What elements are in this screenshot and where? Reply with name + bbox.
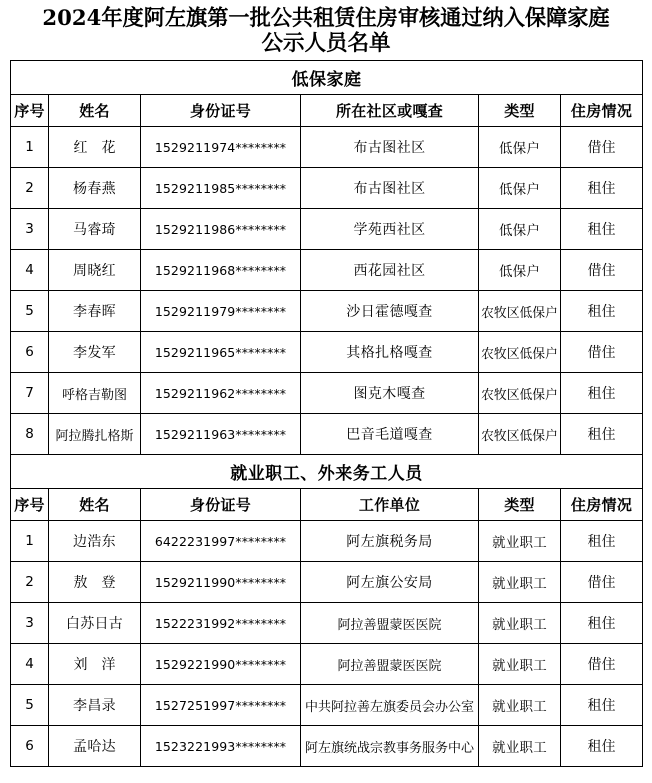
page-title (10, 0, 642, 60)
cell-id-number: 1529221990******** (141, 644, 301, 685)
column-header-housing: 住房情况 (561, 489, 643, 521)
column-header-place: 所在社区或嘎查 (301, 95, 479, 127)
cell-type: 就业职工 (479, 603, 561, 644)
cell-place: 巴音毛道嘎查 (301, 414, 479, 455)
cell-housing: 借住 (561, 332, 643, 373)
cell-place: 阿左旗税务局 (301, 521, 479, 562)
column-header-id-number: 身份证号 (141, 95, 301, 127)
cell-index: 3 (11, 209, 49, 250)
cell-type: 就业职工 (479, 644, 561, 685)
column-header-type: 类型 (479, 489, 561, 521)
cell-name: 周晓红 (49, 250, 141, 291)
table-row (11, 562, 643, 603)
table-row (11, 726, 643, 767)
cell-index: 4 (11, 644, 49, 685)
cell-id-number: 1529211986******** (141, 209, 301, 250)
cell-housing: 租住 (561, 521, 643, 562)
cell-housing: 借住 (561, 644, 643, 685)
cell-id-number: 1522231992******** (141, 603, 301, 644)
cell-housing: 租住 (561, 168, 643, 209)
table-row (11, 373, 643, 414)
cell-type: 就业职工 (479, 726, 561, 767)
cell-name: 李春晖 (49, 291, 141, 332)
cell-place: 阿拉善盟蒙医医院 (301, 603, 479, 644)
column-header-name: 姓名 (49, 489, 141, 521)
cell-housing: 租住 (561, 291, 643, 332)
cell-housing: 借住 (561, 250, 643, 291)
table-row (11, 603, 643, 644)
cell-id-number: 1529211990******** (141, 562, 301, 603)
cell-housing: 借住 (561, 562, 643, 603)
cell-type: 农牧区低保户 (479, 332, 561, 373)
cell-place: 阿左旗统战宗教事务服务中心 (301, 726, 479, 767)
cell-name: 红 花 (49, 127, 141, 168)
cell-id-number: 1529211965******** (141, 332, 301, 373)
cell-type: 就业职工 (479, 521, 561, 562)
cell-index: 2 (11, 562, 49, 603)
cell-housing: 借住 (561, 127, 643, 168)
cell-name: 阿拉腾扎格斯 (49, 414, 141, 455)
column-header-type: 类型 (479, 95, 561, 127)
cell-housing: 租住 (561, 603, 643, 644)
cell-index: 3 (11, 603, 49, 644)
section-banner-row (11, 61, 643, 95)
cell-id-number: 1529211963******** (141, 414, 301, 455)
section-banner-1: 低保家庭 (11, 61, 643, 95)
column-header-row (11, 489, 643, 521)
cell-name: 李发军 (49, 332, 141, 373)
cell-place: 阿拉善盟蒙医医院 (301, 644, 479, 685)
cell-place: 沙日霍德嘎查 (301, 291, 479, 332)
cell-index: 5 (11, 685, 49, 726)
cell-name: 白苏日古 (49, 603, 141, 644)
cell-name: 马睿琦 (49, 209, 141, 250)
cell-type: 低保户 (479, 250, 561, 291)
cell-type: 农牧区低保户 (479, 291, 561, 332)
column-header-housing: 住房情况 (561, 95, 643, 127)
cell-housing: 租住 (561, 726, 643, 767)
cell-place: 学苑西社区 (301, 209, 479, 250)
cell-place: 阿左旗公安局 (301, 562, 479, 603)
cell-name: 孟哈达 (49, 726, 141, 767)
cell-housing: 租住 (561, 414, 643, 455)
cell-index: 8 (11, 414, 49, 455)
page-title-line-2: 公示人员名单 (261, 31, 391, 56)
cell-index: 4 (11, 250, 49, 291)
roster-table (10, 60, 643, 767)
table-row (11, 168, 643, 209)
cell-name: 刘 洋 (49, 644, 141, 685)
table-row (11, 291, 643, 332)
cell-name: 李昌录 (49, 685, 141, 726)
cell-id-number: 1529211968******** (141, 250, 301, 291)
cell-index: 6 (11, 332, 49, 373)
table-row (11, 127, 643, 168)
column-header-id-number: 身份证号 (141, 489, 301, 521)
table-row (11, 521, 643, 562)
cell-place: 西花园社区 (301, 250, 479, 291)
column-header-place: 工作单位 (301, 489, 479, 521)
cell-name: 呼格吉勒图 (49, 373, 141, 414)
cell-housing: 租住 (561, 685, 643, 726)
cell-type: 低保户 (479, 127, 561, 168)
cell-place: 其格扎格嘎查 (301, 332, 479, 373)
cell-type: 低保户 (479, 209, 561, 250)
cell-id-number: 1529211962******** (141, 373, 301, 414)
section-banner-2: 就业职工、外来务工人员 (11, 455, 643, 489)
table-row (11, 685, 643, 726)
section-banner-row (11, 455, 643, 489)
table-row (11, 332, 643, 373)
cell-index: 1 (11, 127, 49, 168)
cell-index: 2 (11, 168, 49, 209)
column-header-index: 序号 (11, 95, 49, 127)
cell-id-number: 1529211979******** (141, 291, 301, 332)
cell-index: 7 (11, 373, 49, 414)
cell-id-number: 6422231997******** (141, 521, 301, 562)
column-header-name: 姓名 (49, 95, 141, 127)
page-title-line-1: 2024年度阿左旗第一批公共租赁住房审核通过纳入保障家庭 (42, 6, 610, 31)
column-header-index: 序号 (11, 489, 49, 521)
cell-type: 就业职工 (479, 562, 561, 603)
cell-housing: 租住 (561, 209, 643, 250)
cell-housing: 租住 (561, 373, 643, 414)
table-row (11, 414, 643, 455)
cell-index: 5 (11, 291, 49, 332)
cell-id-number: 1529211974******** (141, 127, 301, 168)
cell-name: 边浩东 (49, 521, 141, 562)
cell-place: 布古图社区 (301, 168, 479, 209)
cell-type: 农牧区低保户 (479, 373, 561, 414)
cell-name: 敖 登 (49, 562, 141, 603)
cell-type: 低保户 (479, 168, 561, 209)
cell-id-number: 1523221993******** (141, 726, 301, 767)
column-header-row (11, 95, 643, 127)
cell-id-number: 1529211985******** (141, 168, 301, 209)
table-row (11, 644, 643, 685)
cell-type: 农牧区低保户 (479, 414, 561, 455)
cell-index: 1 (11, 521, 49, 562)
cell-type: 就业职工 (479, 685, 561, 726)
cell-index: 6 (11, 726, 49, 767)
cell-name: 杨春燕 (49, 168, 141, 209)
table-row (11, 250, 643, 291)
table-row (11, 209, 643, 250)
cell-id-number: 1527251997******** (141, 685, 301, 726)
cell-place: 中共阿拉善左旗委员会办公室 (301, 685, 479, 726)
cell-place: 图克木嘎查 (301, 373, 479, 414)
cell-place: 布古图社区 (301, 127, 479, 168)
